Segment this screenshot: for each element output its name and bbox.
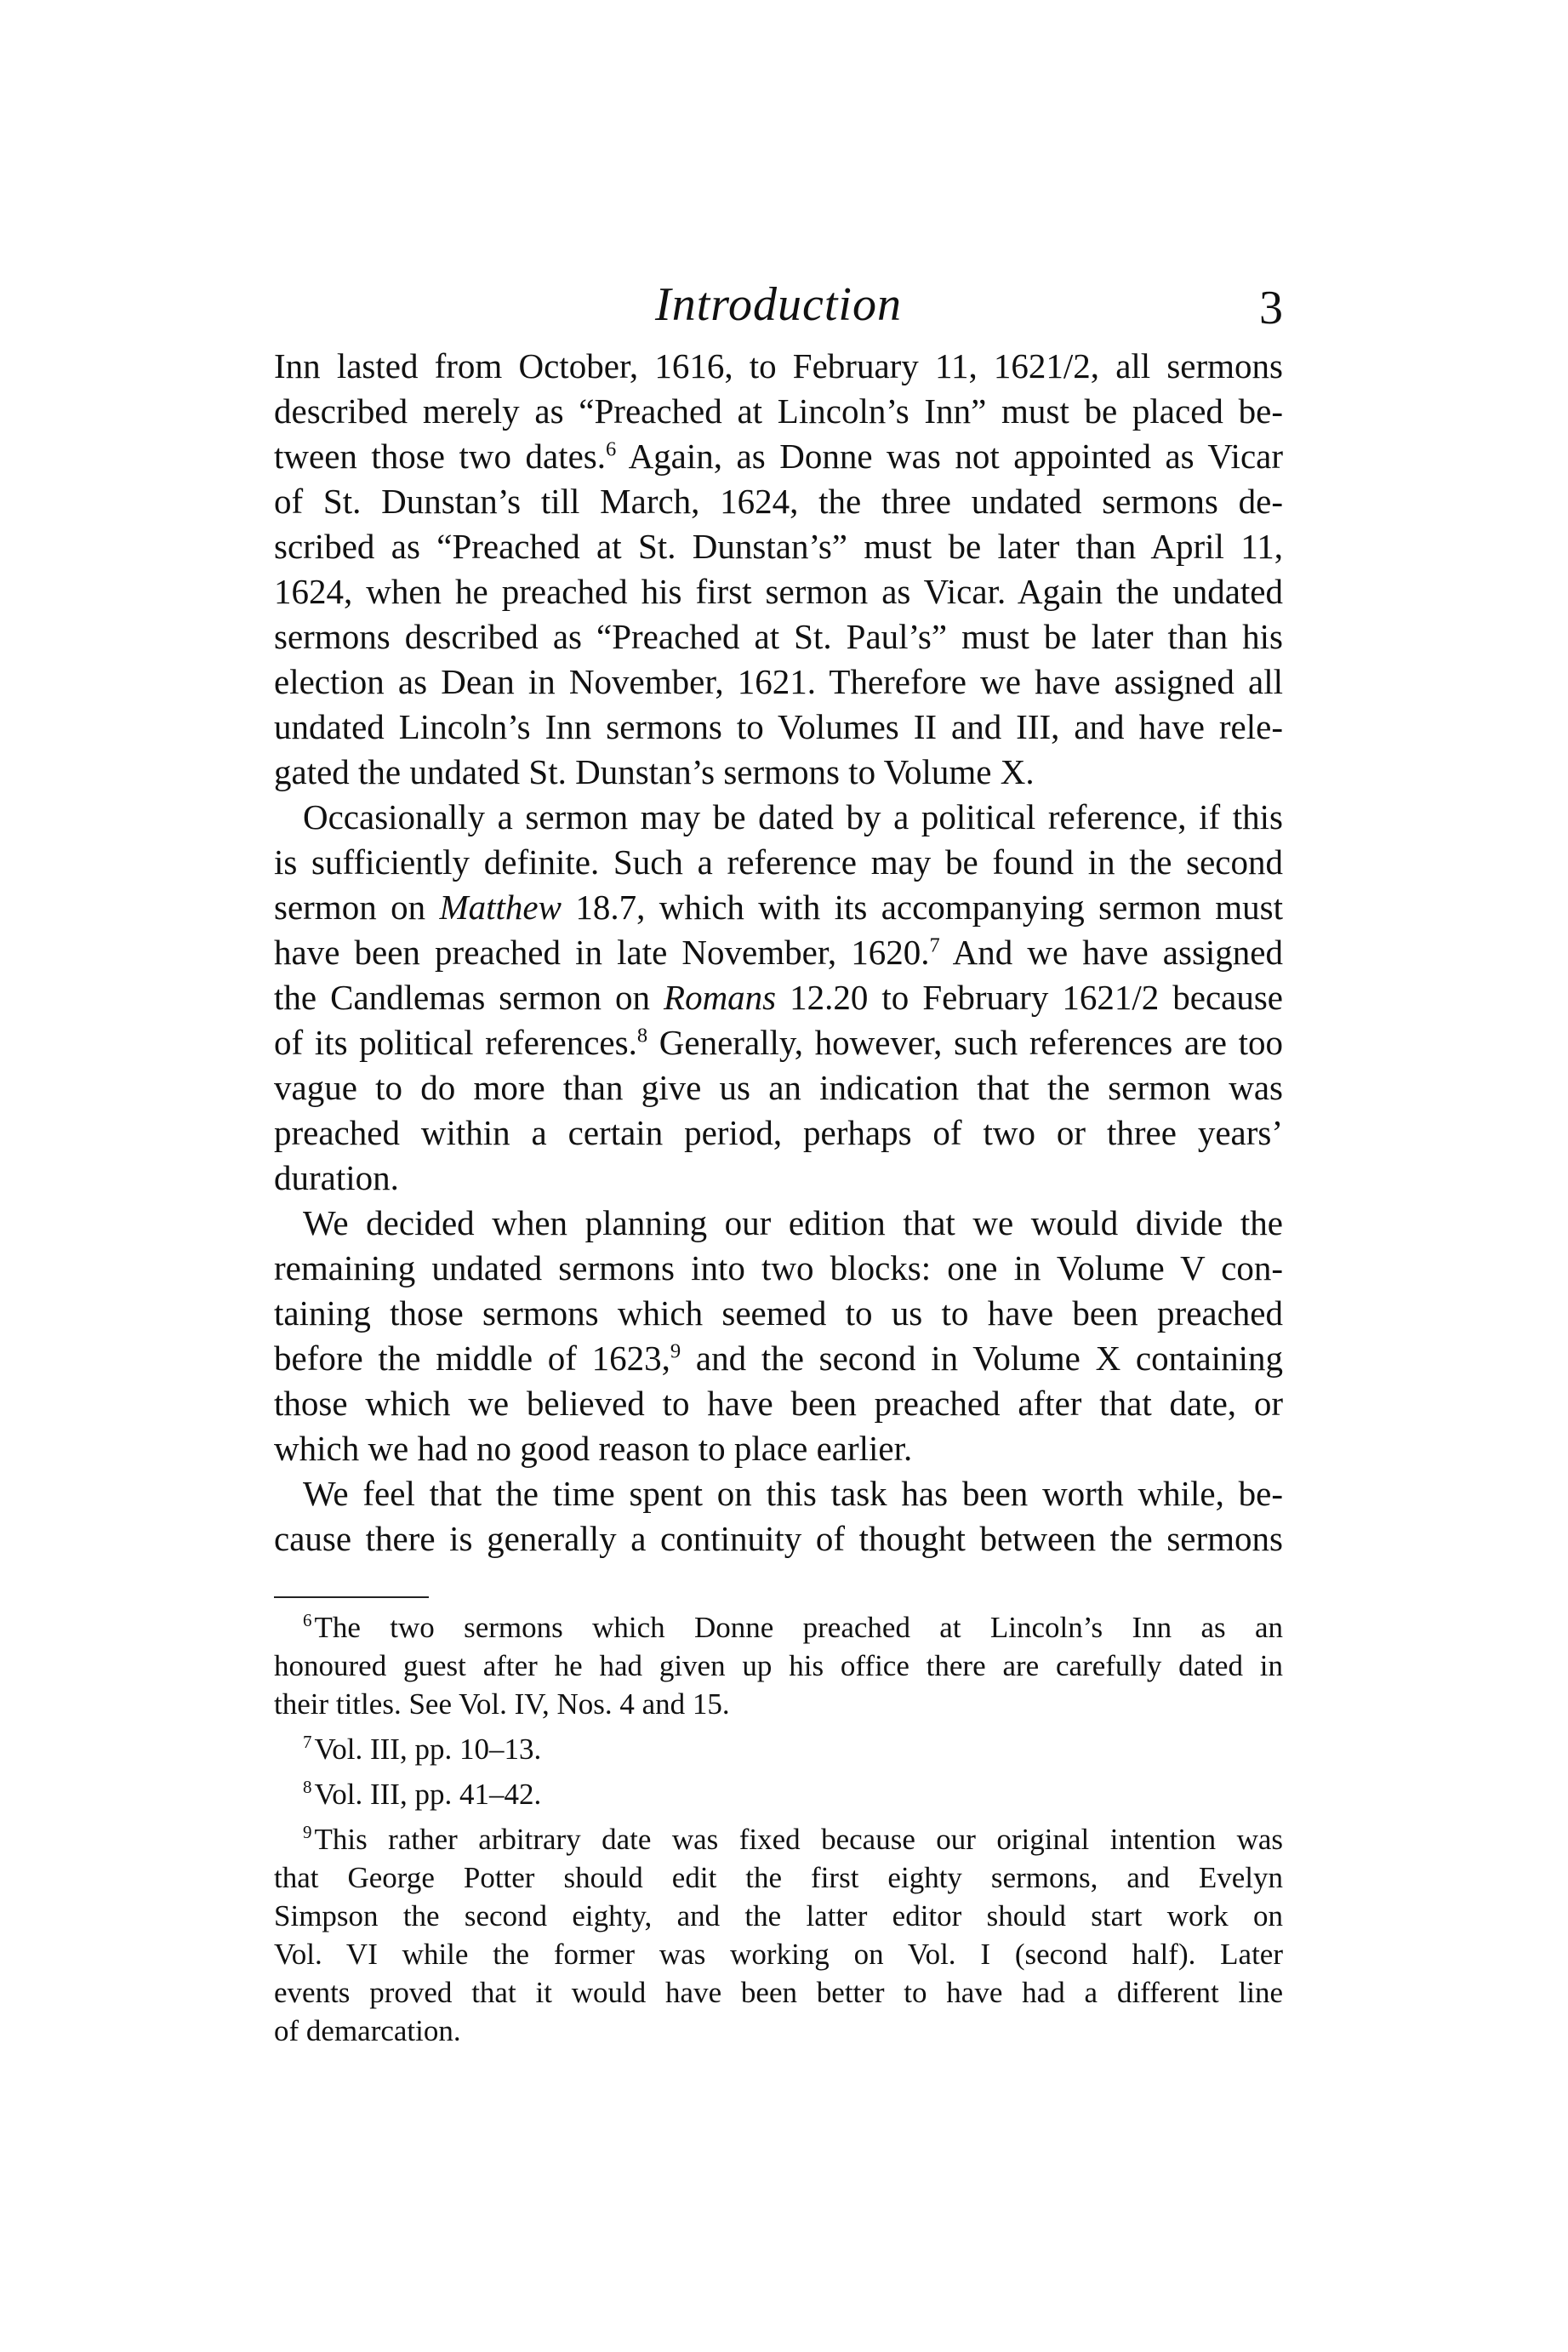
- paragraph-3: [274, 1201, 1283, 1471]
- footnote-line: of demarcation.: [274, 2014, 461, 2047]
- text-fragment: tween those two dates.: [274, 437, 607, 476]
- text-line: [274, 1336, 1283, 1381]
- text-line: 1624, when he preached his first sermon as Vicar. Again the undated: [274, 572, 1283, 611]
- footnote-7: [274, 1730, 1283, 1768]
- text-line: vague to do more than give us an indication that the sermon was: [274, 1068, 1283, 1107]
- text-fragment: Again, as Donne was not appointed as Vicar: [616, 437, 1283, 476]
- footnote-line: [274, 1608, 1283, 1647]
- text-line: preached within a certain period, perhaps of two or three years’: [274, 1113, 1283, 1152]
- footnote-line: their titles. See Vol. IV, Nos. 4 and 15.: [274, 1687, 730, 1721]
- footnote-6: [274, 1608, 1283, 1723]
- footnote-ref-6: 6: [606, 437, 617, 461]
- italic-title-romans: Romans: [664, 978, 777, 1017]
- text-fragment: And we have assigned: [939, 933, 1283, 972]
- text-fragment: before the middle of 1623,: [274, 1339, 670, 1378]
- text-fragment: Vol. III, pp. 41–42.: [314, 1778, 542, 1811]
- text-fragment: This rather arbitrary date was fixed because our original intention was: [314, 1823, 1283, 1856]
- text-line: remaining undated sermons into two blocks: one in Volume V con-: [274, 1248, 1283, 1287]
- text-line: described merely as “Preached at Lincoln’s Inn” must be placed be-: [274, 391, 1283, 431]
- text-line: is sufficiently definite. Such a reference may be found in the second: [274, 842, 1283, 882]
- text-line: which we had no good reason to place earlier.: [274, 1429, 913, 1468]
- text-line: sermons described as “Preached at St. Paul’s” must be later than his: [274, 617, 1283, 656]
- footnote-mark: 6: [303, 1610, 312, 1631]
- footnote-ref-9: 9: [670, 1339, 681, 1363]
- footnote-line: [274, 1820, 1283, 1858]
- text-line: We decided when planning our edition that we would divide the: [303, 1203, 1283, 1242]
- footnote-line: [274, 1775, 1283, 1813]
- text-line: duration.: [274, 1158, 399, 1197]
- text-fragment: the Candlemas sermon on: [274, 978, 664, 1017]
- text-line: election as Dean in November, 1621. Therefore we have assigned all: [274, 662, 1283, 701]
- footnote-9: [274, 1820, 1283, 2050]
- text-line: We feel that the time spent on this task has been worth while, be-: [303, 1474, 1283, 1513]
- text-fragment: have been preached in late November, 1620.: [274, 933, 930, 972]
- body-text: [274, 344, 1283, 1561]
- text-fragment: The two sermons which Donne preached at Lincoln’s Inn as an: [314, 1611, 1283, 1644]
- footnote-line: events proved that it would have been better to have had a different line: [274, 1976, 1283, 2009]
- text-line: gated the undated St. Dunstan’s sermons to Volume X.: [274, 752, 1035, 791]
- text-line: [274, 1020, 1283, 1065]
- text-line: of St. Dunstan’s till March, 1624, the three undated sermons de-: [274, 482, 1283, 521]
- footnote-mark: 9: [303, 1822, 312, 1843]
- text-line: those which we believed to have been preached after that date, or: [274, 1384, 1283, 1423]
- footnote-mark: 8: [303, 1777, 312, 1798]
- running-head: [274, 271, 1283, 339]
- text-fragment: sermon on: [274, 888, 440, 927]
- footnote-line: [274, 1730, 1283, 1768]
- text-fragment: 12.20 to February 1621/2 because: [776, 978, 1283, 1017]
- text-fragment: 18.7, which with its accompanying sermon must: [561, 888, 1283, 927]
- text-fragment: Vol. III, pp. 10–13.: [314, 1733, 542, 1766]
- footnote-ref-7: 7: [929, 933, 940, 957]
- footnote-line: honoured guest after he had given up his office there are carefully dated in: [274, 1649, 1283, 1682]
- page-number: 3: [1259, 282, 1283, 334]
- footnote-line: Vol. VI while the former was working on Vol. I (second half). Later: [274, 1938, 1283, 1971]
- footnote-separator: [274, 1596, 429, 1598]
- text-line: cause there is generally a continuity of thought between the sermons: [274, 1519, 1283, 1558]
- paragraph-4: [274, 1471, 1283, 1561]
- footnote-line: Simpson the second eighty, and the latter editor should start work on: [274, 1899, 1283, 1932]
- running-title: Introduction: [655, 278, 902, 331]
- text-line: [274, 930, 1283, 975]
- footnote-ref-8: 8: [636, 1024, 648, 1048]
- text-line: scribed as “Preached at St. Dunstan’s” must be later than April 11,: [274, 527, 1283, 566]
- footnote-line: that George Potter should edit the first eighty sermons, and Evelyn: [274, 1861, 1283, 1894]
- text-line: Inn lasted from October, 1616, to February 11, 1621/2, all sermons: [274, 346, 1283, 385]
- footnote-mark: 7: [303, 1732, 312, 1753]
- footnotes: [274, 1608, 1283, 2057]
- text-fragment: Generally, however, such references are too: [647, 1023, 1283, 1062]
- text-line: Occasionally a sermon may be dated by a political reference, if this: [303, 797, 1283, 836]
- footnote-8: [274, 1775, 1283, 1813]
- text-line: taining those sermons which seemed to us to have been preached: [274, 1293, 1283, 1333]
- text-fragment: of its political references.: [274, 1023, 637, 1062]
- text-fragment: and the second in Volume X containing: [681, 1339, 1283, 1378]
- text-line: [274, 975, 1283, 1020]
- text-line: [274, 434, 1283, 479]
- text-line: undated Lincoln’s Inn sermons to Volumes II and III, and have rele-: [274, 707, 1283, 746]
- paragraph-2: [274, 795, 1283, 1201]
- text-line: [274, 885, 1283, 930]
- paragraph-1: [274, 344, 1283, 795]
- italic-title-matthew: Matthew: [439, 888, 562, 927]
